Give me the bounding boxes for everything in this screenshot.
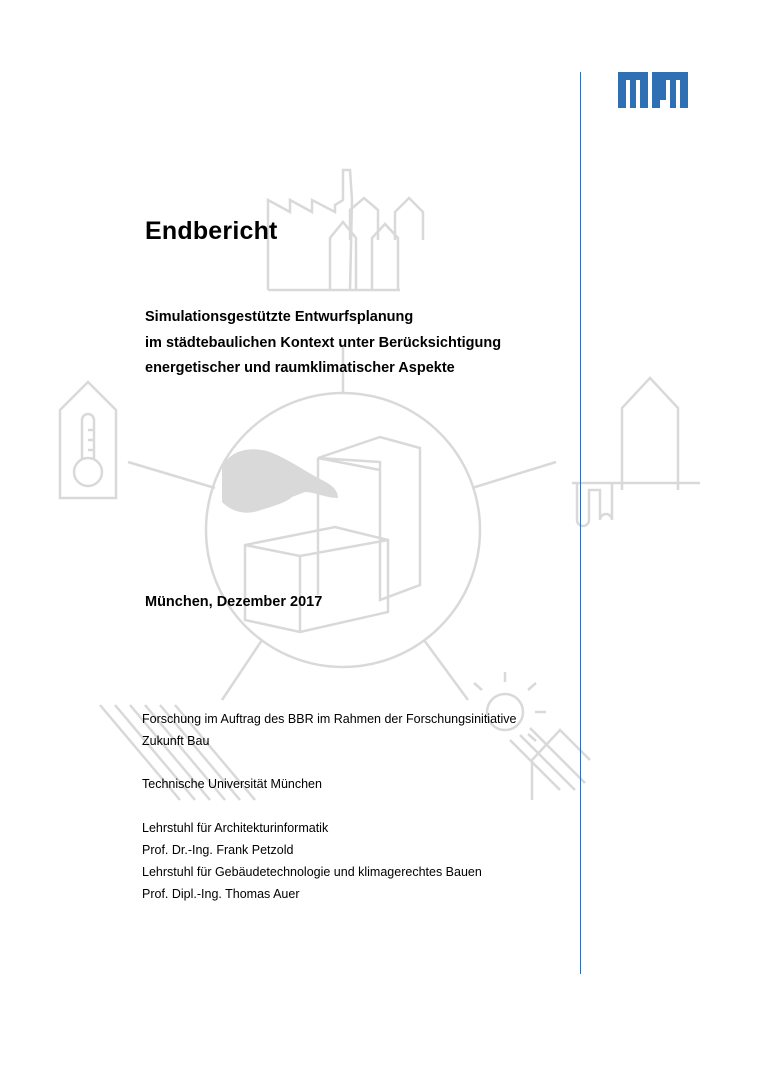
report-title: Endbericht (145, 217, 278, 245)
chair-line-3: Lehrstuhl für Gebäudetechnologie und klimagerechtes Bauen (142, 865, 482, 879)
chair-line-4: Prof. Dipl.-Ing. Thomas Auer (142, 887, 300, 901)
commission-info (142, 708, 516, 752)
subtitle-line-3: energetischer und raumklimatischer Aspekte (145, 360, 455, 376)
chair-line-2: Prof. Dr.-Ing. Frank Petzold (142, 843, 294, 857)
report-subtitle (145, 305, 501, 382)
tum-logo (618, 72, 688, 108)
report-date: München, Dezember 2017 (145, 594, 323, 610)
university-name: Technische Universität München (142, 777, 322, 791)
subtitle-line-1: Simulationsgestützte Entwurfsplanung (145, 309, 414, 325)
tall-block-icon (318, 437, 420, 600)
commission-line-1: Forschung im Auftrag des BBR im Rahmen der Forschungsinitiative (142, 712, 517, 726)
low-block-icon (245, 527, 388, 632)
factory-icon (268, 170, 352, 290)
solar-house-icon (532, 730, 590, 800)
university-info (142, 773, 322, 795)
subtitle-line-2: im städtebaulichen Kontext unter Berücksichtigung (145, 334, 502, 351)
geothermal-house-icon (622, 378, 678, 490)
chair-line-1: Lehrstuhl für Architekturinformatik (142, 821, 329, 835)
commission-line-2: Zukunft Bau (142, 734, 210, 748)
vertical-divider-line (580, 72, 581, 974)
house-icon (330, 222, 356, 290)
chairs-info (142, 817, 482, 905)
